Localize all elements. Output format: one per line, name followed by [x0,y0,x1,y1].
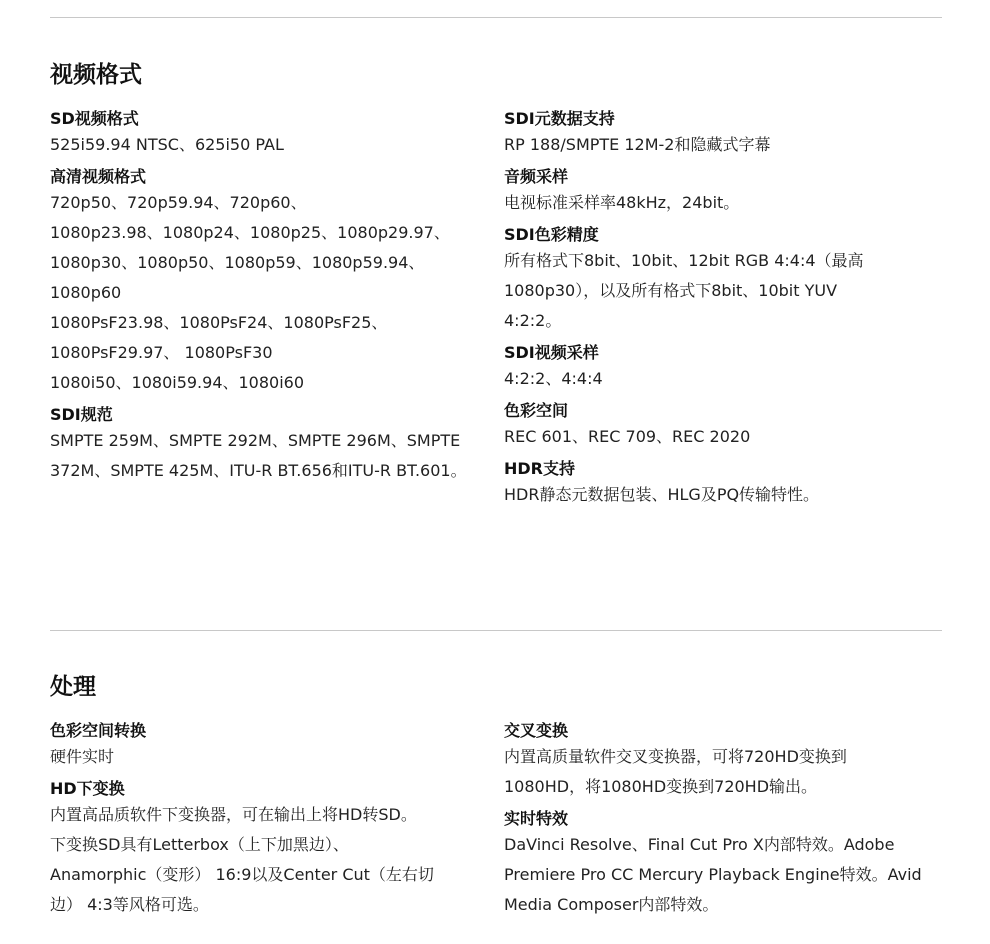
spec-value-line: SMPTE 259M、SMPTE 292M、SMPTE 296M、SMPTE [50,431,461,450]
spec-value [504,246,944,336]
spec-value-line: 硬件实时 [50,747,115,766]
section-divider [50,630,942,631]
spec-value-line: Anamorphic（变形） 16:9以及Center Cut（左右切 [50,865,434,884]
spec-value [50,742,490,772]
spec-value [504,364,944,394]
spec-value-line: 1080i50、1080i59.94、1080i60 [50,373,305,392]
spec-value [50,800,490,920]
top-divider [50,17,942,18]
spec-label: 实时特效 [504,809,569,828]
processing-right-column [504,720,944,926]
spec-value-line: REC 601、REC 709、REC 2020 [504,427,751,446]
spec-sd-video-formats [50,108,490,160]
spec-cross-conversion [504,720,944,802]
spec-sdi-standards [50,404,490,486]
spec-label: SDI规范 [50,405,113,424]
spec-value-line: DaVinci Resolve、Final Cut Pro X内部特效。Adobe [504,835,895,854]
spec-value-line: RP 188/SMPTE 12M-2和隐藏式字幕 [504,135,771,154]
spec-value [50,130,490,160]
processing-left-column [50,720,490,926]
spec-label: 交叉变换 [504,721,569,740]
spec-value-line: Premiere Pro CC Mercury Playback Engine特效。Avid [504,865,922,884]
spec-value [504,188,944,218]
spec-value [504,830,944,920]
spec-value-line: 下变换SD具有Letterbox（上下加黑边）、 [50,835,349,854]
spec-value-line: 4:2:2。 [504,311,562,330]
spec-hd-video-formats [50,166,490,398]
spec-value [504,130,944,160]
spec-audio-sampling [504,166,944,218]
spec-value-line: 1080p30），以及所有格式下8bit、10bit YUV [504,281,838,300]
spec-label: SDI视频采样 [504,343,599,362]
spec-value-line: 1080HD，将1080HD变换到720HD输出。 [504,777,818,796]
spec-label: SDI色彩精度 [504,225,599,244]
spec-value-line: 1080p30、1080p50、1080p59、1080p59.94、 [50,253,425,272]
spec-value-line: 372M、SMPTE 425M、ITU-R BT.656和ITU-R BT.601。 [50,461,467,480]
spec-value-line: 所有格式下8bit、10bit、12bit RGB 4:4:4（最高 [504,251,864,270]
spec-value-line: 1080p60 [50,283,122,302]
spec-value-line: 4:2:2、4:4:4 [504,369,603,388]
spec-value [504,742,944,802]
spec-value-line: 内置高质量软件交叉变换器，可将720HD变换到 [504,747,847,766]
spec-value-line: 1080p23.98、1080p24、1080p25、1080p29.97、 [50,223,450,242]
spec-sdi-video-sampling [504,342,944,394]
spec-color-space [504,400,944,452]
spec-sdi-metadata [504,108,944,160]
spec-value-line: 1080PsF23.98、1080PsF24、1080PsF25、 [50,313,388,332]
spec-label: 高清视频格式 [50,167,147,186]
spec-label: SDI元数据支持 [504,109,615,128]
spec-value [50,426,490,486]
spec-value-line: Media Composer内部特效。 [504,895,719,914]
spec-value-line: 1080PsF29.97、 1080PsF30 [50,343,273,362]
spec-label: 色彩空间转换 [50,721,147,740]
spec-label: SD视频格式 [50,109,139,128]
spec-value-line: 边） 4:3等风格可选。 [50,895,209,914]
spec-label: 色彩空间 [504,401,569,420]
spec-value-line: 720p50、720p59.94、720p60、 [50,193,307,212]
spec-label: HDR支持 [504,459,575,478]
spec-value [504,480,944,510]
spec-sdi-color-precision [504,224,944,336]
section-title-video-formats: 视频格式 [50,62,142,88]
section-title-processing: 处理 [50,674,96,700]
spec-value-line: 内置高品质软件下变换器，可在输出上将HD转SD。 [50,805,417,824]
spec-hd-down-conversion [50,778,490,920]
spec-value-line: 电视标准采样率48kHz，24bit。 [504,193,740,212]
spec-color-space-conversion [50,720,490,772]
spec-value [50,188,490,398]
spec-value [504,422,944,452]
spec-value-line: 525i59.94 NTSC、625i50 PAL [50,135,284,154]
spec-hdr-support [504,458,944,510]
spec-value-line: HDR静态元数据包装、HLG及PQ传输特性。 [504,485,820,504]
spec-realtime-effects [504,808,944,920]
video-formats-left-column [50,108,490,492]
spec-label: 音频采样 [504,167,569,186]
video-formats-right-column [504,108,944,516]
spec-label: HD下变换 [50,779,125,798]
